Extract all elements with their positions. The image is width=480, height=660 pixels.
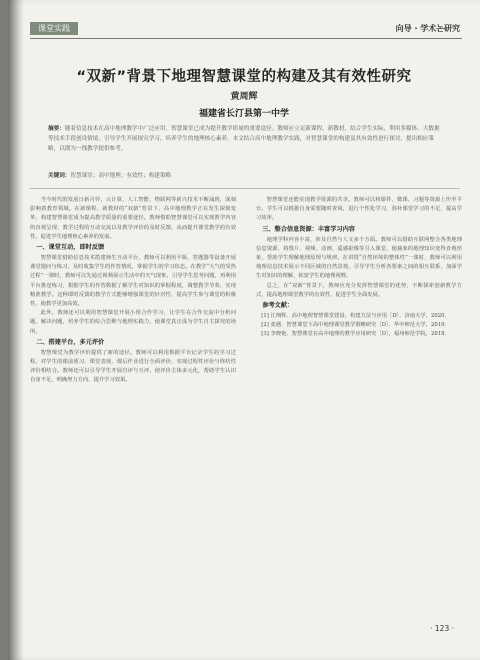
keywords: [48, 171, 440, 181]
body-paragraph: 智慧课堂为教学评价提供了新的途径。教师可以利用数据平台记录学生的学习过程，对学生的课前预习、课堂表现、课后作业进行全面评价，实现过程性评价与终结性评价相结合。教师还可以引导学生开展自评与互评，使评价主体多元化，帮助学生认识自身不足，明确努力方向，提升学习效果。: [30, 349, 236, 384]
journal-page: [8, 0, 480, 660]
reference-item: [1] 江翔辉．高中地理智慧课堂建设、构建方法与应用［D］．济南大学，2020．: [261, 313, 450, 320]
journal-section: 向导 · 学术논研究: [395, 24, 460, 33]
body-paragraph: 智慧课堂借助信息技术搭建师生互动平台，教师可以利用平板、答题器等设备开展课堂提问与练习，及时收集学生的作答情况，掌握学生的学习状态。在教学“大气的受热过程”一课时，教师可以先通过视频展示生活中的天气现象，引导学生思考问题，再利用平台推送练习，根据学生的作答数据了解学生对知识的掌握程度，调整教学节奏，实现精准教学。这种即时反馈的教学方式能够增强课堂的针对性，提高学生参与课堂的积极性，使教学更加高效。: [30, 255, 236, 308]
article-title: “双新”背景下地理智慧课堂的构建及其有效性研究: [76, 69, 412, 85]
section-heading: 参考文献：: [262, 302, 294, 310]
article-affiliation: 福建省长汀县第一中学: [198, 109, 289, 119]
section-rule: [30, 188, 460, 189]
body-paragraph: 智慧课堂还能实现教学资源的共享。教师可以将课件、微课、习题等资源上传至平台，学生可以根据自身需要随时查阅，进行个性化学习，弥补课堂学习的不足，提高学习效率。: [256, 197, 462, 222]
body-column-left: [30, 196, 236, 386]
section-heading: 三、整合信息资源：丰富学习内容: [262, 225, 355, 233]
reference-item: [2] 张遇．智慧课堂下高中地理课堂教学策略研究［D］．华中师范大学，2019．: [261, 322, 450, 329]
reference-item: [3] 李晓艳．智慧课堂在高中地理的教学应用研究［D］．福州师范学院，2018．: [261, 331, 450, 338]
column-tag: 课堂实践: [30, 22, 78, 35]
article-author: 黄周辉: [230, 92, 258, 102]
body-paragraph: 此外，教师还可以利用智慧课堂开展小组合作学习，让学生在合作交流中分析问题、解决问题，培养学生的综合思维与地理实践力，使课堂真正成为学生自主探究的场所。: [30, 310, 236, 335]
abstract-text: 随着信息技术在高中地理教学中广泛应用，智慧课堂已成为提升教学质量的重要途径。教师应立足新课程、新教材，结合学生实际，利用多媒体、大数据等技术手段创设情境，引导学生开展探究学习，培养学生的地理核心素养。本文结合高中地理教学实践，对智慧课堂的构建及其有效性进行探讨，提出相应策略，以期为一线教学提供参考。: [48, 126, 440, 152]
section-heading: 二、搭建平台，多元评价: [36, 338, 105, 346]
page-number: · 123 ·: [430, 624, 454, 633]
body-column-right: [256, 196, 462, 340]
abstract-label: 摘要：: [48, 126, 65, 132]
body-paragraph: 地理学科内容丰富，涉及自然与人文多个方面。教师可以借助互联网整合各类地理信息资源，将图片、视频、动画、遥感影像等引入课堂，使抽象的地理知识变得直观形象，帮助学生理解地理原理与规律。在讲授“自然环境的整体性”一课时，教师可以利用地理信息技术展示不同区域的自然景观，引导学生分析各要素之间的相互联系，加深学生对知识的理解，拓宽学生的地理视野。: [256, 236, 462, 280]
keywords-text: 智慧课堂；高中地理；有效性；构建策略: [70, 173, 172, 179]
body-paragraph: 当今时代的发展日新月异，云计算、人工智能、物联网等新兴技术不断涌现，深刻影响着教育领域。在新课程、新教材的“双新”背景下，高中地理教学正在发生深刻变革，构建智慧课堂成为提高教学质量的重要途径。教师借助智慧课堂可以实现教学内容的直观呈现、教学过程的互动交流以及教学评价的及时反馈，从而提升课堂教学的有效性，促进学生地理核心素养的发展。: [30, 197, 236, 240]
body-paragraph: 总之，在“双新”背景下，教师应充分发挥智慧课堂的优势，不断探索创新教学方式，提高地理课堂教学的有效性，促进学生全面发展。: [256, 282, 462, 298]
keywords-label: 关键词：: [48, 173, 71, 179]
section-heading: 一、课堂互动，即时反馈: [36, 244, 105, 252]
header-rule: [30, 38, 462, 39]
abstract: [48, 124, 440, 154]
